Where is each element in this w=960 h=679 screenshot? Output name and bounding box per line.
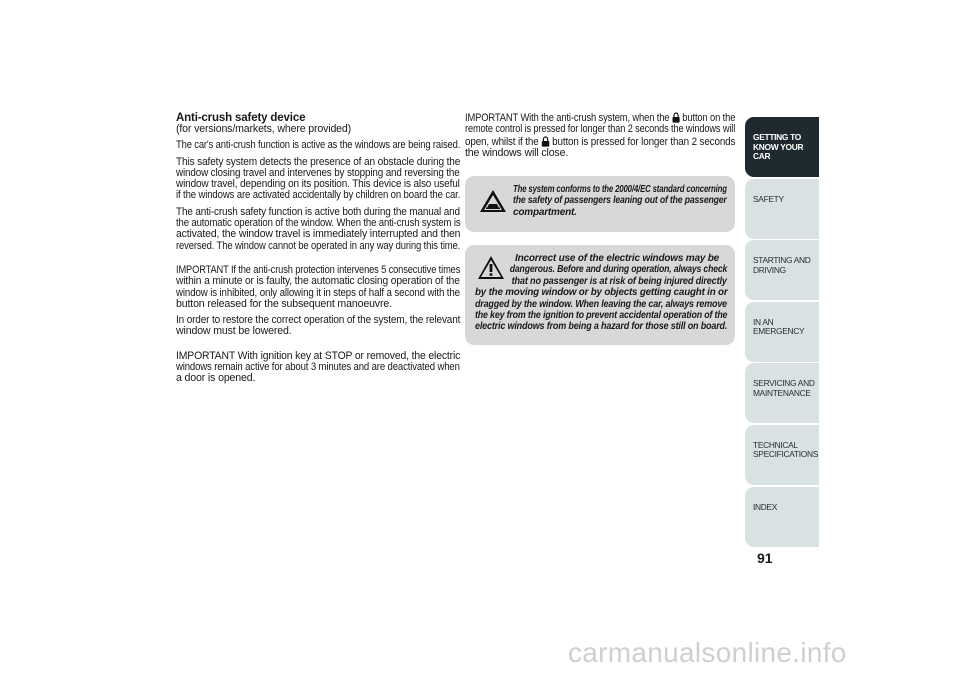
text-line: windows remain active for about 3 minutes and are deactivated when xyxy=(176,361,460,374)
section-title: Anti-crush safety device xyxy=(176,112,306,124)
lock-icon xyxy=(541,136,549,147)
warning-text-line: electric windows from being a hazard for those still on board. xyxy=(475,321,728,333)
important-paragraph xyxy=(465,112,735,159)
tab-safety[interactable] xyxy=(745,179,819,239)
tab-getting-to-know-your-car[interactable] xyxy=(745,117,819,177)
text-line: activated, the window travel is immediately interrupted and then xyxy=(176,228,461,241)
text-fragment: button on the xyxy=(682,112,736,124)
tab-label: INDEX xyxy=(753,501,778,512)
tab-label: IN AN EMERGENCY xyxy=(753,316,805,337)
watermark: carmanualsonline.info xyxy=(568,637,847,668)
text-line: the automatic operation of the window. When the anti-crush system is xyxy=(176,217,461,230)
right-column xyxy=(465,112,735,159)
text-line xyxy=(465,135,736,148)
text-line: remote control is pressed for longer than 2 seconds the windows will xyxy=(465,123,736,136)
text-line: window is inhibited, only allowing it in steps of half a second with the xyxy=(176,286,460,299)
paragraph-5 xyxy=(176,315,460,338)
warning-text-line: the safety of passengers leaning out of the passenger xyxy=(513,195,727,207)
text-line: IMPORTANT With ignition key at STOP or removed, the electric xyxy=(176,349,461,362)
tab-starting-and-driving[interactable] xyxy=(745,240,819,300)
tab-in-an-emergency[interactable] xyxy=(745,302,819,362)
text-line: if the windows are activated accidentally by children on board the car. xyxy=(176,189,461,202)
paragraph-4 xyxy=(176,265,460,310)
warning-box-danger xyxy=(465,245,735,345)
lock-icon xyxy=(672,112,680,123)
text-line: reversed. The window cannot be operated in any way during this time. xyxy=(176,239,461,252)
text-line: a door is opened. xyxy=(176,372,256,385)
section-subtitle: (for versions/markets, where provided) xyxy=(176,123,352,135)
tab-index[interactable] xyxy=(745,487,819,547)
tab-label: TECHNICAL xyxy=(753,439,798,450)
warning-text-line: Incorrect use of the electric windows may be xyxy=(515,253,720,264)
warning-text-line: that no passenger is at risk of being injured directly xyxy=(511,275,727,287)
tab-label: MAINTENANCE xyxy=(753,387,811,398)
text-fragment: open, whilst if the xyxy=(465,135,539,148)
text-line: window closing travel and intervenes by stopping and reversing the xyxy=(176,166,460,179)
tab-label: KNOW YOUR CAR xyxy=(753,141,804,161)
text-line: This safety system detects the presence of an obstacle during the xyxy=(176,155,461,168)
text-line: The anti-crush safety function is active both during the manual and xyxy=(176,205,460,218)
paragraph-2 xyxy=(176,157,460,202)
car-window-warning-icon xyxy=(479,189,507,213)
warning-text-line: dragged by the window. When leaving the car, always remove xyxy=(475,298,727,310)
page-number: 91 xyxy=(757,550,773,566)
paragraph-1: The car's anti-crush function is active as the windows are being raised. xyxy=(176,139,461,152)
paragraph-6 xyxy=(176,351,460,385)
text-line: In order to restore the correct operation of the system, the relevant xyxy=(176,314,461,327)
tab-label: STARTING AND xyxy=(753,255,811,266)
text-fragment: button is pressed for longer than 2 seconds xyxy=(552,135,736,148)
warning-text-line: The system conforms to the 2000/4/EC standard concerning xyxy=(513,184,727,195)
text-line: within a minute or is faulty, the automatic closing operation of the xyxy=(176,275,460,288)
text-line: window must be lowered. xyxy=(176,325,292,338)
text-line: IMPORTANT If the anti-crush protection intervenes 5 consecutive times xyxy=(176,263,461,276)
chapter-tabs xyxy=(745,117,819,548)
tab-label: SPECIFICATIONS xyxy=(753,449,818,460)
text-line: button released for the subsequent manoeuvre. xyxy=(176,297,392,310)
tab-label: DRIVING xyxy=(753,264,786,275)
tab-servicing-and-maintenance[interactable] xyxy=(745,363,819,423)
warning-text-line: compartment. xyxy=(513,206,577,218)
text-line: window travel, depending on its position. This device is also useful xyxy=(176,178,460,191)
tab-label: GETTING TO xyxy=(753,132,802,142)
tab-label: SERVICING AND xyxy=(753,378,815,389)
paragraph-3 xyxy=(176,207,460,252)
warning-box-standard xyxy=(465,176,735,232)
warning-text-line: the key from the ignition to prevent accidental operation of the xyxy=(475,310,728,322)
left-column xyxy=(176,112,460,385)
warning-text-line: by the moving window or by objects getting caught in or xyxy=(475,287,728,299)
tab-technical-specifications[interactable] xyxy=(745,425,819,485)
text-fragment: IMPORTANT With the anti-crush system, when the xyxy=(465,112,670,124)
text-line: the windows will close. xyxy=(465,146,569,159)
warning-text-line: dangerous. Before and during operation, always check xyxy=(509,264,728,276)
tab-label: SAFETY xyxy=(753,193,784,204)
